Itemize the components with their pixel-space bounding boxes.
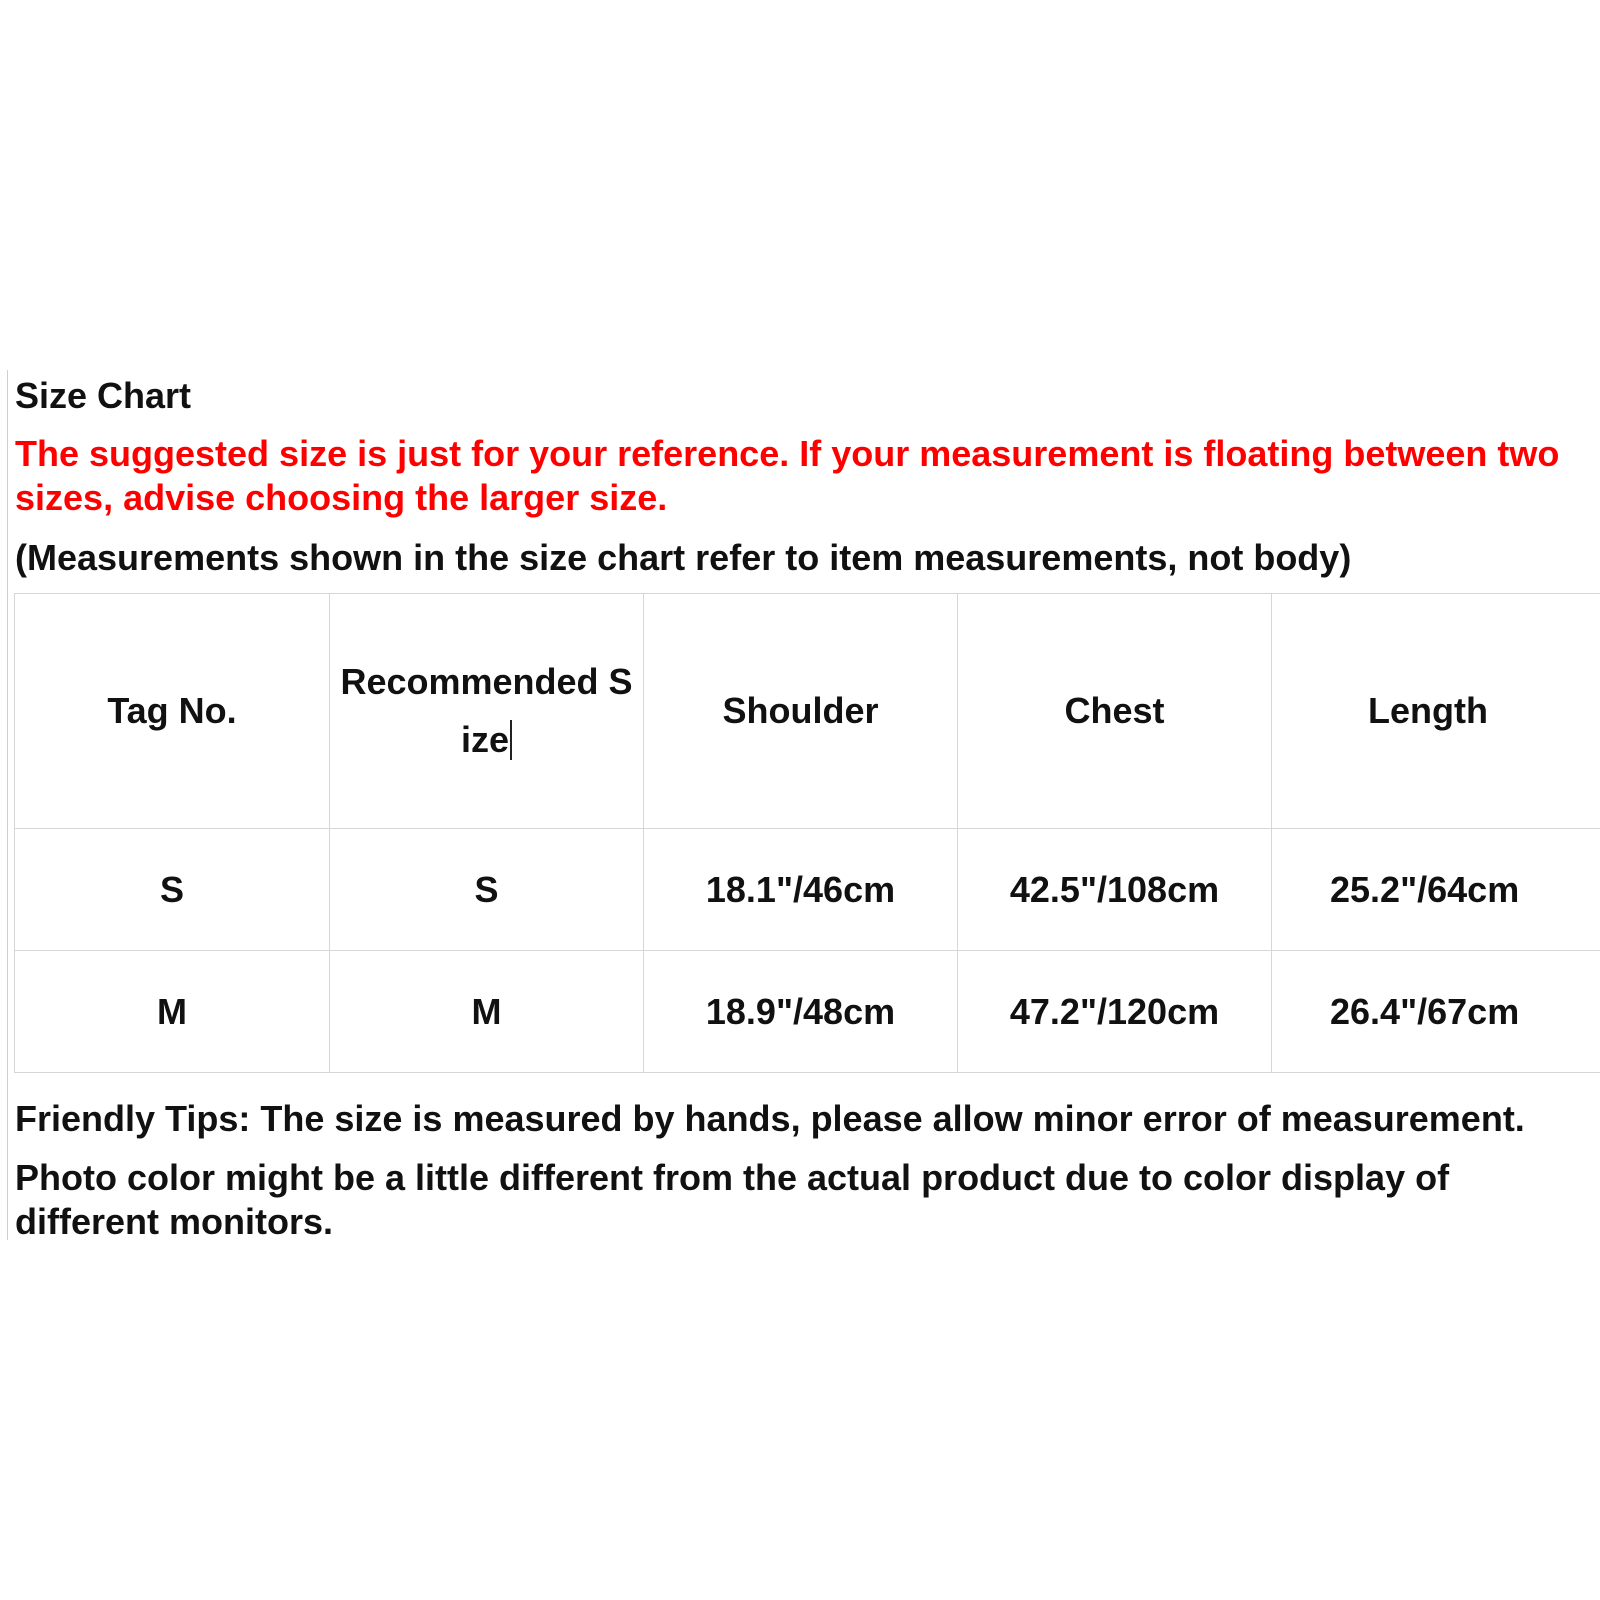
header-recommended-size (330, 594, 644, 829)
header-recommended-line2: ize (461, 720, 512, 760)
table-header-row (15, 594, 1600, 829)
cell-tag: S (15, 829, 330, 951)
cell-chest: 47.2"/120cm (958, 951, 1272, 1073)
header-shoulder: Shoulder (644, 594, 958, 829)
cell-recommended: M (330, 951, 644, 1073)
size-suggestion-notice: The suggested size is just for your reference. If your measurement is floating between two sizes, advise choosing the larger size. (15, 433, 1560, 518)
friendly-tips: Friendly Tips: The size is measured by hands, please allow minor error of measurement. (15, 1098, 1525, 1139)
cell-length: 26.4"/67cm (1272, 951, 1600, 1073)
cell-recommended: S (330, 829, 644, 951)
header-chest: Chest (958, 594, 1272, 829)
size-table (14, 593, 1600, 1073)
cell-shoulder: 18.9"/48cm (644, 951, 958, 1073)
left-border-line (7, 370, 8, 1240)
header-tag-no: Tag No. (15, 594, 330, 829)
table-row-s (15, 829, 1600, 951)
cell-tag: M (15, 951, 330, 1073)
measurement-note: (Measurements shown in the size chart refer to item measurements, not body) (15, 537, 1352, 578)
header-length: Length (1272, 594, 1600, 829)
cell-shoulder: 18.1"/46cm (644, 829, 958, 951)
table-row-m (15, 951, 1600, 1073)
photo-color-note: Photo color might be a little different from the actual product due to color display of different monitors. (15, 1157, 1450, 1242)
header-recommended-line1: Recommended S (340, 660, 633, 702)
cell-chest: 42.5"/108cm (958, 829, 1272, 951)
cell-length: 25.2"/64cm (1272, 829, 1600, 951)
page-title: Size Chart (15, 375, 192, 416)
